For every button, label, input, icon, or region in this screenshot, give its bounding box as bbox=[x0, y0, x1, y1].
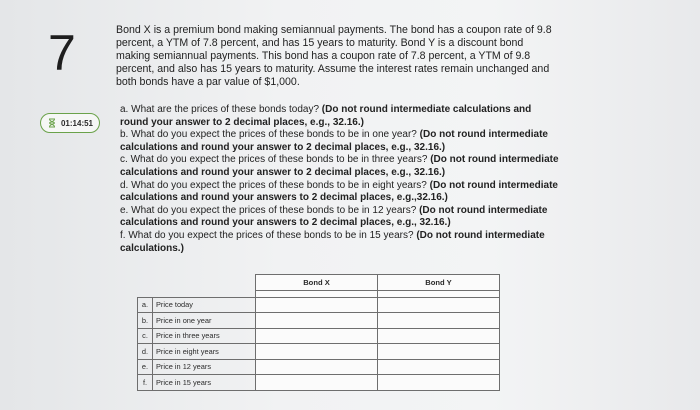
timer-value: 01:14:51 bbox=[60, 118, 94, 128]
row-letter: c. bbox=[138, 328, 153, 344]
question-label: e. bbox=[120, 204, 129, 216]
question-item bbox=[120, 129, 560, 154]
table-row bbox=[138, 297, 500, 313]
question-label: f. bbox=[120, 229, 126, 241]
bond-y-header: Bond Y bbox=[378, 275, 500, 291]
question-label: b. bbox=[120, 129, 129, 141]
table-row bbox=[138, 344, 500, 360]
row-letter: f. bbox=[138, 375, 153, 391]
question-note: (Do not round intermediate calculations and round your answers to 2 decimal places, e.g., 32.16.) bbox=[120, 204, 548, 229]
question-note: (Do not round intermediate calculations.) bbox=[120, 229, 545, 254]
question-text: What do you expect the prices of these bonds to be in three years? bbox=[130, 154, 431, 166]
question-note: (Do not round intermediate calculations and round your answer to 2 decimal places, e.g., 32.16.) bbox=[120, 129, 548, 153]
answer-table-wrapper bbox=[137, 274, 500, 391]
question-text: What do you expect the prices of these bonds to be in 12 years? bbox=[131, 204, 420, 216]
question-text: What are the prices of these bonds today? bbox=[131, 104, 322, 115]
row-letter: e. bbox=[138, 359, 153, 375]
table-header-row bbox=[138, 275, 500, 291]
bond-y-input[interactable] bbox=[378, 328, 500, 344]
bond-y-input[interactable] bbox=[378, 344, 500, 360]
question-item bbox=[120, 180, 560, 205]
question-note: (Do not round intermediate calculations and round your answers to 2 decimal places, e.g.,32.16.) bbox=[120, 179, 558, 204]
question-item bbox=[120, 104, 560, 129]
bond-x-input[interactable] bbox=[256, 375, 378, 391]
table-row bbox=[138, 359, 500, 375]
row-letter: a. bbox=[138, 297, 153, 313]
timer-badge bbox=[40, 113, 100, 133]
bond-y-input[interactable] bbox=[378, 297, 500, 313]
row-label: Price in one year bbox=[153, 313, 256, 329]
question-text: What do you expect the prices of these bonds to be in eight years? bbox=[131, 179, 430, 191]
row-label: Price in eight years bbox=[153, 344, 256, 360]
bond-y-input[interactable] bbox=[378, 359, 500, 375]
hourglass-icon bbox=[47, 118, 57, 128]
problem-statement: Bond X is a premium bond making semiannual payments. The bond has a coupon rate of 9.8 percent, a YTM of 7.8 percent, and has 15 years to maturity. Bond Y is a discount bond making semiannual payments. This bond has a coupon rate of 7.8 percent, a YTM of 9.8 percent, and also has 15 years to maturity. Assume the interest rates remain unchanged and both bonds have a par value of $1,000. bbox=[116, 24, 552, 88]
bond-x-input[interactable] bbox=[256, 313, 378, 329]
bond-x-input[interactable] bbox=[256, 359, 378, 375]
row-letter: d. bbox=[138, 344, 153, 360]
row-label: Price today bbox=[153, 297, 256, 313]
bond-y-input[interactable] bbox=[378, 375, 500, 391]
bond-x-input[interactable] bbox=[256, 328, 378, 344]
question-label: c. bbox=[120, 154, 128, 166]
answer-table-body bbox=[138, 297, 500, 390]
question-label: a. bbox=[120, 104, 129, 115]
table-row bbox=[138, 375, 500, 391]
bond-x-input[interactable] bbox=[256, 344, 378, 360]
question-label: d. bbox=[120, 179, 129, 191]
row-label: Price in three years bbox=[153, 328, 256, 344]
question-note: (Do not round intermediate calculations and round your answer to 2 decimal places, e.g., 32.16.) bbox=[120, 154, 559, 178]
question-number: 7 bbox=[48, 25, 76, 81]
question-text: What do you expect the prices of these bonds to be in 15 years? bbox=[128, 229, 417, 241]
bond-x-header: Bond X bbox=[256, 275, 378, 291]
answer-table bbox=[137, 274, 500, 391]
bond-x-input[interactable] bbox=[256, 297, 378, 313]
question-list bbox=[120, 104, 560, 255]
row-label: Price in 12 years bbox=[153, 359, 256, 375]
question-item bbox=[120, 205, 560, 230]
table-row bbox=[138, 313, 500, 329]
question-text: What do you expect the prices of these bonds to be in one year? bbox=[131, 129, 420, 141]
question-note: (Do not round intermediate calculations and round your answer to 2 decimal places, e.g., 32.16.) bbox=[120, 104, 532, 128]
row-letter: b. bbox=[138, 313, 153, 329]
question-item bbox=[120, 154, 560, 179]
question-item bbox=[120, 230, 560, 255]
row-label: Price in 15 years bbox=[153, 375, 256, 391]
bond-y-input[interactable] bbox=[378, 313, 500, 329]
table-row bbox=[138, 328, 500, 344]
